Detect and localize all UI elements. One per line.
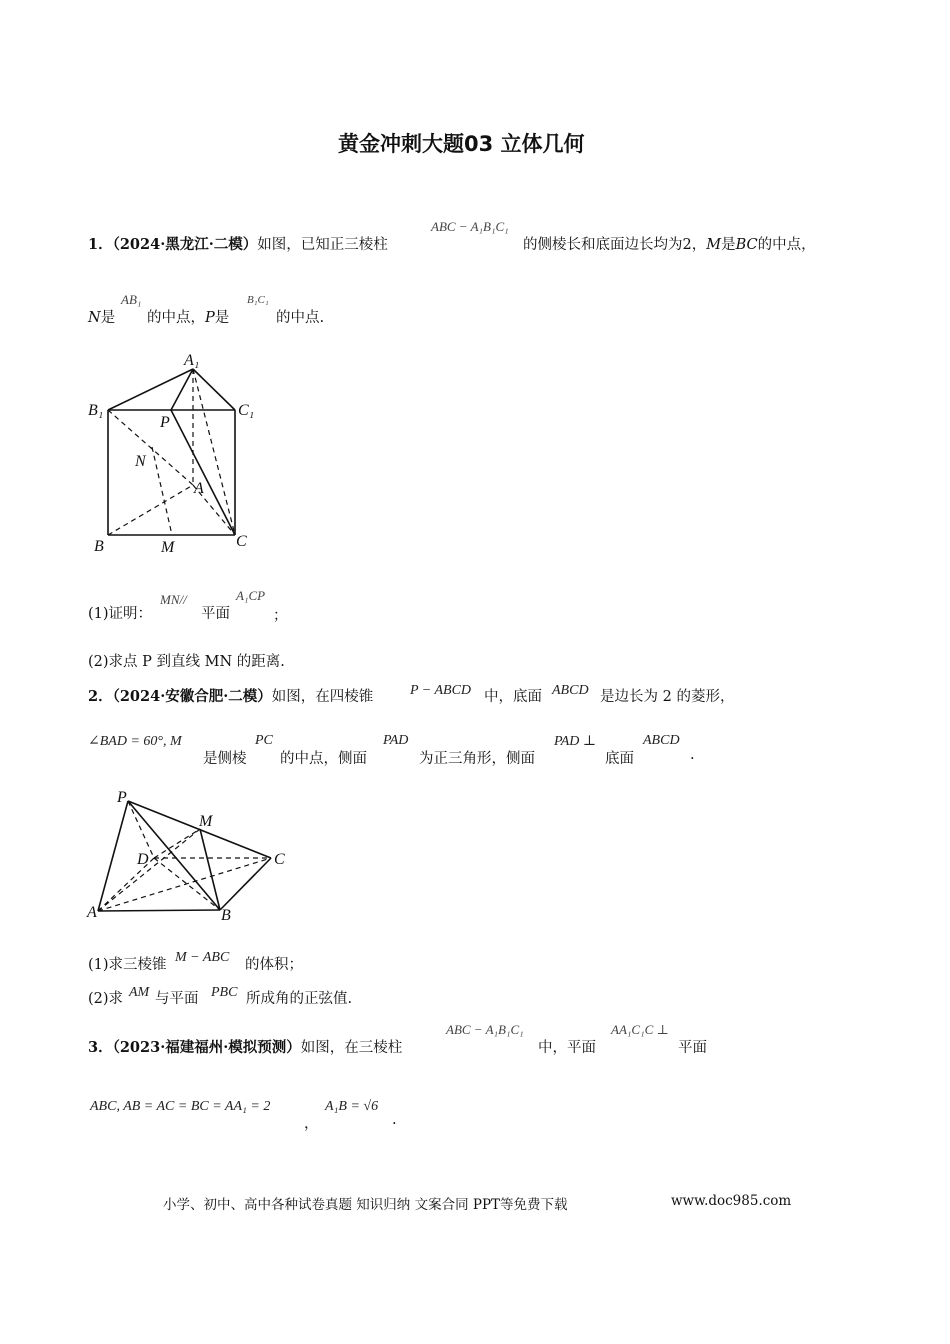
label-b1: B₁ bbox=[88, 402, 104, 419]
q1-line2-mid bbox=[147, 306, 229, 327]
edge-a1c1 bbox=[193, 369, 235, 410]
q1-var: BC bbox=[735, 237, 758, 253]
edge-ab bbox=[98, 910, 220, 911]
q1-text: 的中点， bbox=[757, 237, 816, 253]
q2-text-edge: 是侧棱 bbox=[203, 751, 247, 767]
label-a: A bbox=[87, 904, 97, 921]
q2-formula-abcd2: ABCD bbox=[643, 733, 680, 748]
label-b: B bbox=[221, 907, 231, 924]
edge-b1a bbox=[108, 410, 193, 485]
q3-number: 3． bbox=[88, 1039, 113, 1056]
q1-text: 是 bbox=[100, 310, 116, 326]
q1-part1-plane: 平面 bbox=[201, 606, 230, 622]
edge-b1a1 bbox=[108, 369, 193, 410]
edge-pa bbox=[98, 801, 128, 911]
q2-figure-pyramid bbox=[80, 780, 300, 930]
q2-part1-start: (1)求三棱锥 bbox=[88, 957, 167, 973]
label-m: M bbox=[199, 813, 213, 830]
q2-number: 2． bbox=[88, 688, 113, 705]
q2-part2-mid: 与平面 bbox=[155, 991, 199, 1007]
edge-pc bbox=[171, 410, 235, 535]
q1-figure-prism bbox=[80, 345, 280, 560]
q2-part1-end: 的体积； bbox=[245, 957, 303, 973]
q3-text: 如图，在三棱柱 bbox=[300, 1040, 403, 1056]
footer-text: 小学、初中、高中各种试卷真题 知识归纳 文案合同 PPT等免费下载 bbox=[163, 1197, 568, 1213]
q2-line1 bbox=[88, 685, 373, 706]
q2-text-dot: . bbox=[690, 747, 695, 763]
label-a1: A₁ bbox=[184, 352, 200, 369]
q3-text-dot: . bbox=[392, 1112, 397, 1128]
q1-text: 的中点， bbox=[147, 310, 205, 326]
q3-formula-a1b: A₁B = √6 bbox=[325, 1099, 379, 1114]
q3-formula-perp: AA₁C₁C ⊥ bbox=[611, 1022, 669, 1037]
q2-formula-abcd: ABCD bbox=[552, 683, 589, 698]
q3-formula-lengths: ABC, AB = AC = BC = AA₁ = 2 bbox=[90, 1099, 271, 1114]
label-m: M bbox=[161, 539, 175, 556]
footer-url[interactable]: www.doc985.com bbox=[671, 1193, 792, 1209]
q2-text-mid: 的中点，侧面 bbox=[280, 751, 367, 767]
q1-line1 bbox=[88, 233, 388, 254]
q1-text: 如图，已知正三棱柱 bbox=[257, 237, 388, 253]
q2-formula-pc: PC bbox=[255, 733, 273, 748]
q2-part2-formula-pbc: PBC bbox=[211, 985, 238, 1000]
q2-part2-formula-am: AM bbox=[129, 985, 150, 1000]
label-p: P bbox=[117, 789, 127, 806]
q1-line2-end: 的中点. bbox=[276, 310, 325, 326]
q2-formula-pad: PAD bbox=[383, 733, 409, 748]
label-c: C bbox=[274, 851, 285, 868]
q1-formula-b1c1: B₁C₁ bbox=[247, 294, 269, 306]
label-d: D bbox=[137, 851, 149, 868]
q1-text: 是 bbox=[721, 237, 736, 253]
q1-formula-prism: ABC − A₁B₁C₁ bbox=[431, 219, 509, 234]
edge-am bbox=[98, 829, 200, 911]
q3-text-plane: 中，平面 bbox=[538, 1040, 596, 1056]
segment-mn bbox=[152, 447, 172, 535]
q1-part1-start: (1)证明： bbox=[88, 606, 153, 622]
q2-formula-perp: PAD ⊥ bbox=[554, 734, 597, 749]
q2-formula-angle: ∠BAD = 60°, M bbox=[88, 734, 182, 749]
q1-var: N bbox=[88, 310, 101, 326]
q2-part1-formula: M − ABC bbox=[175, 950, 230, 965]
q1-line1-rest bbox=[523, 233, 816, 254]
q3-line1 bbox=[88, 1036, 402, 1057]
q2-text: 如图，在四棱锥 bbox=[271, 689, 374, 705]
q1-number: 1． bbox=[88, 236, 113, 253]
q2-part2-end: 所成角的正弦值. bbox=[246, 991, 353, 1007]
q3-text-plane2: 平面 bbox=[678, 1040, 707, 1056]
q2-text-rhombus: 是边长为 2 的菱形， bbox=[600, 689, 735, 705]
label-c: C bbox=[236, 533, 247, 550]
q3-text-comma: ， bbox=[304, 1116, 319, 1132]
label-n: N bbox=[135, 453, 146, 470]
q2-text-base: 中，底面 bbox=[484, 689, 542, 705]
label-c1: C₁ bbox=[238, 402, 255, 419]
q1-source: （2024·黑龙江·二模） bbox=[112, 236, 258, 253]
q1-part1-formula2: A₁CP bbox=[236, 588, 266, 603]
q2-source: （2024·安徽合肥·二模） bbox=[112, 688, 272, 705]
q1-text: 是 bbox=[214, 310, 230, 326]
q2-text-base2: 底面 bbox=[605, 751, 634, 767]
q3-source: （2023·福建福州·模拟预测） bbox=[112, 1039, 301, 1056]
q3-formula-prism: ABC − A₁B₁C₁ bbox=[446, 1022, 524, 1037]
q1-formula-ab1: AB₁ bbox=[121, 292, 142, 307]
q1-part1-end: ； bbox=[273, 608, 288, 624]
edge-dm bbox=[154, 829, 200, 858]
q2-text-tri: 为正三角形，侧面 bbox=[419, 751, 535, 767]
label-a: A bbox=[194, 480, 204, 497]
q2-part2-start: (2)求 bbox=[88, 991, 124, 1007]
q1-var: P bbox=[205, 310, 215, 326]
q2-formula-pyramid: P − ABCD bbox=[410, 683, 472, 698]
q1-part1-formula: MN// bbox=[160, 592, 187, 607]
q1-line2-start bbox=[88, 306, 115, 327]
q1-part2: (2)求点 P 到直线 MN 的距离. bbox=[88, 654, 285, 670]
page-title: 黄金冲刺大题03 立体几何 bbox=[338, 132, 585, 156]
label-p: P bbox=[160, 414, 170, 431]
edge-a1c bbox=[193, 369, 235, 535]
edge-ba bbox=[108, 485, 193, 535]
q1-var: M bbox=[706, 237, 722, 253]
q1-text: 的侧棱长和底面边长均为2， bbox=[523, 237, 707, 253]
label-b: B bbox=[94, 538, 104, 555]
